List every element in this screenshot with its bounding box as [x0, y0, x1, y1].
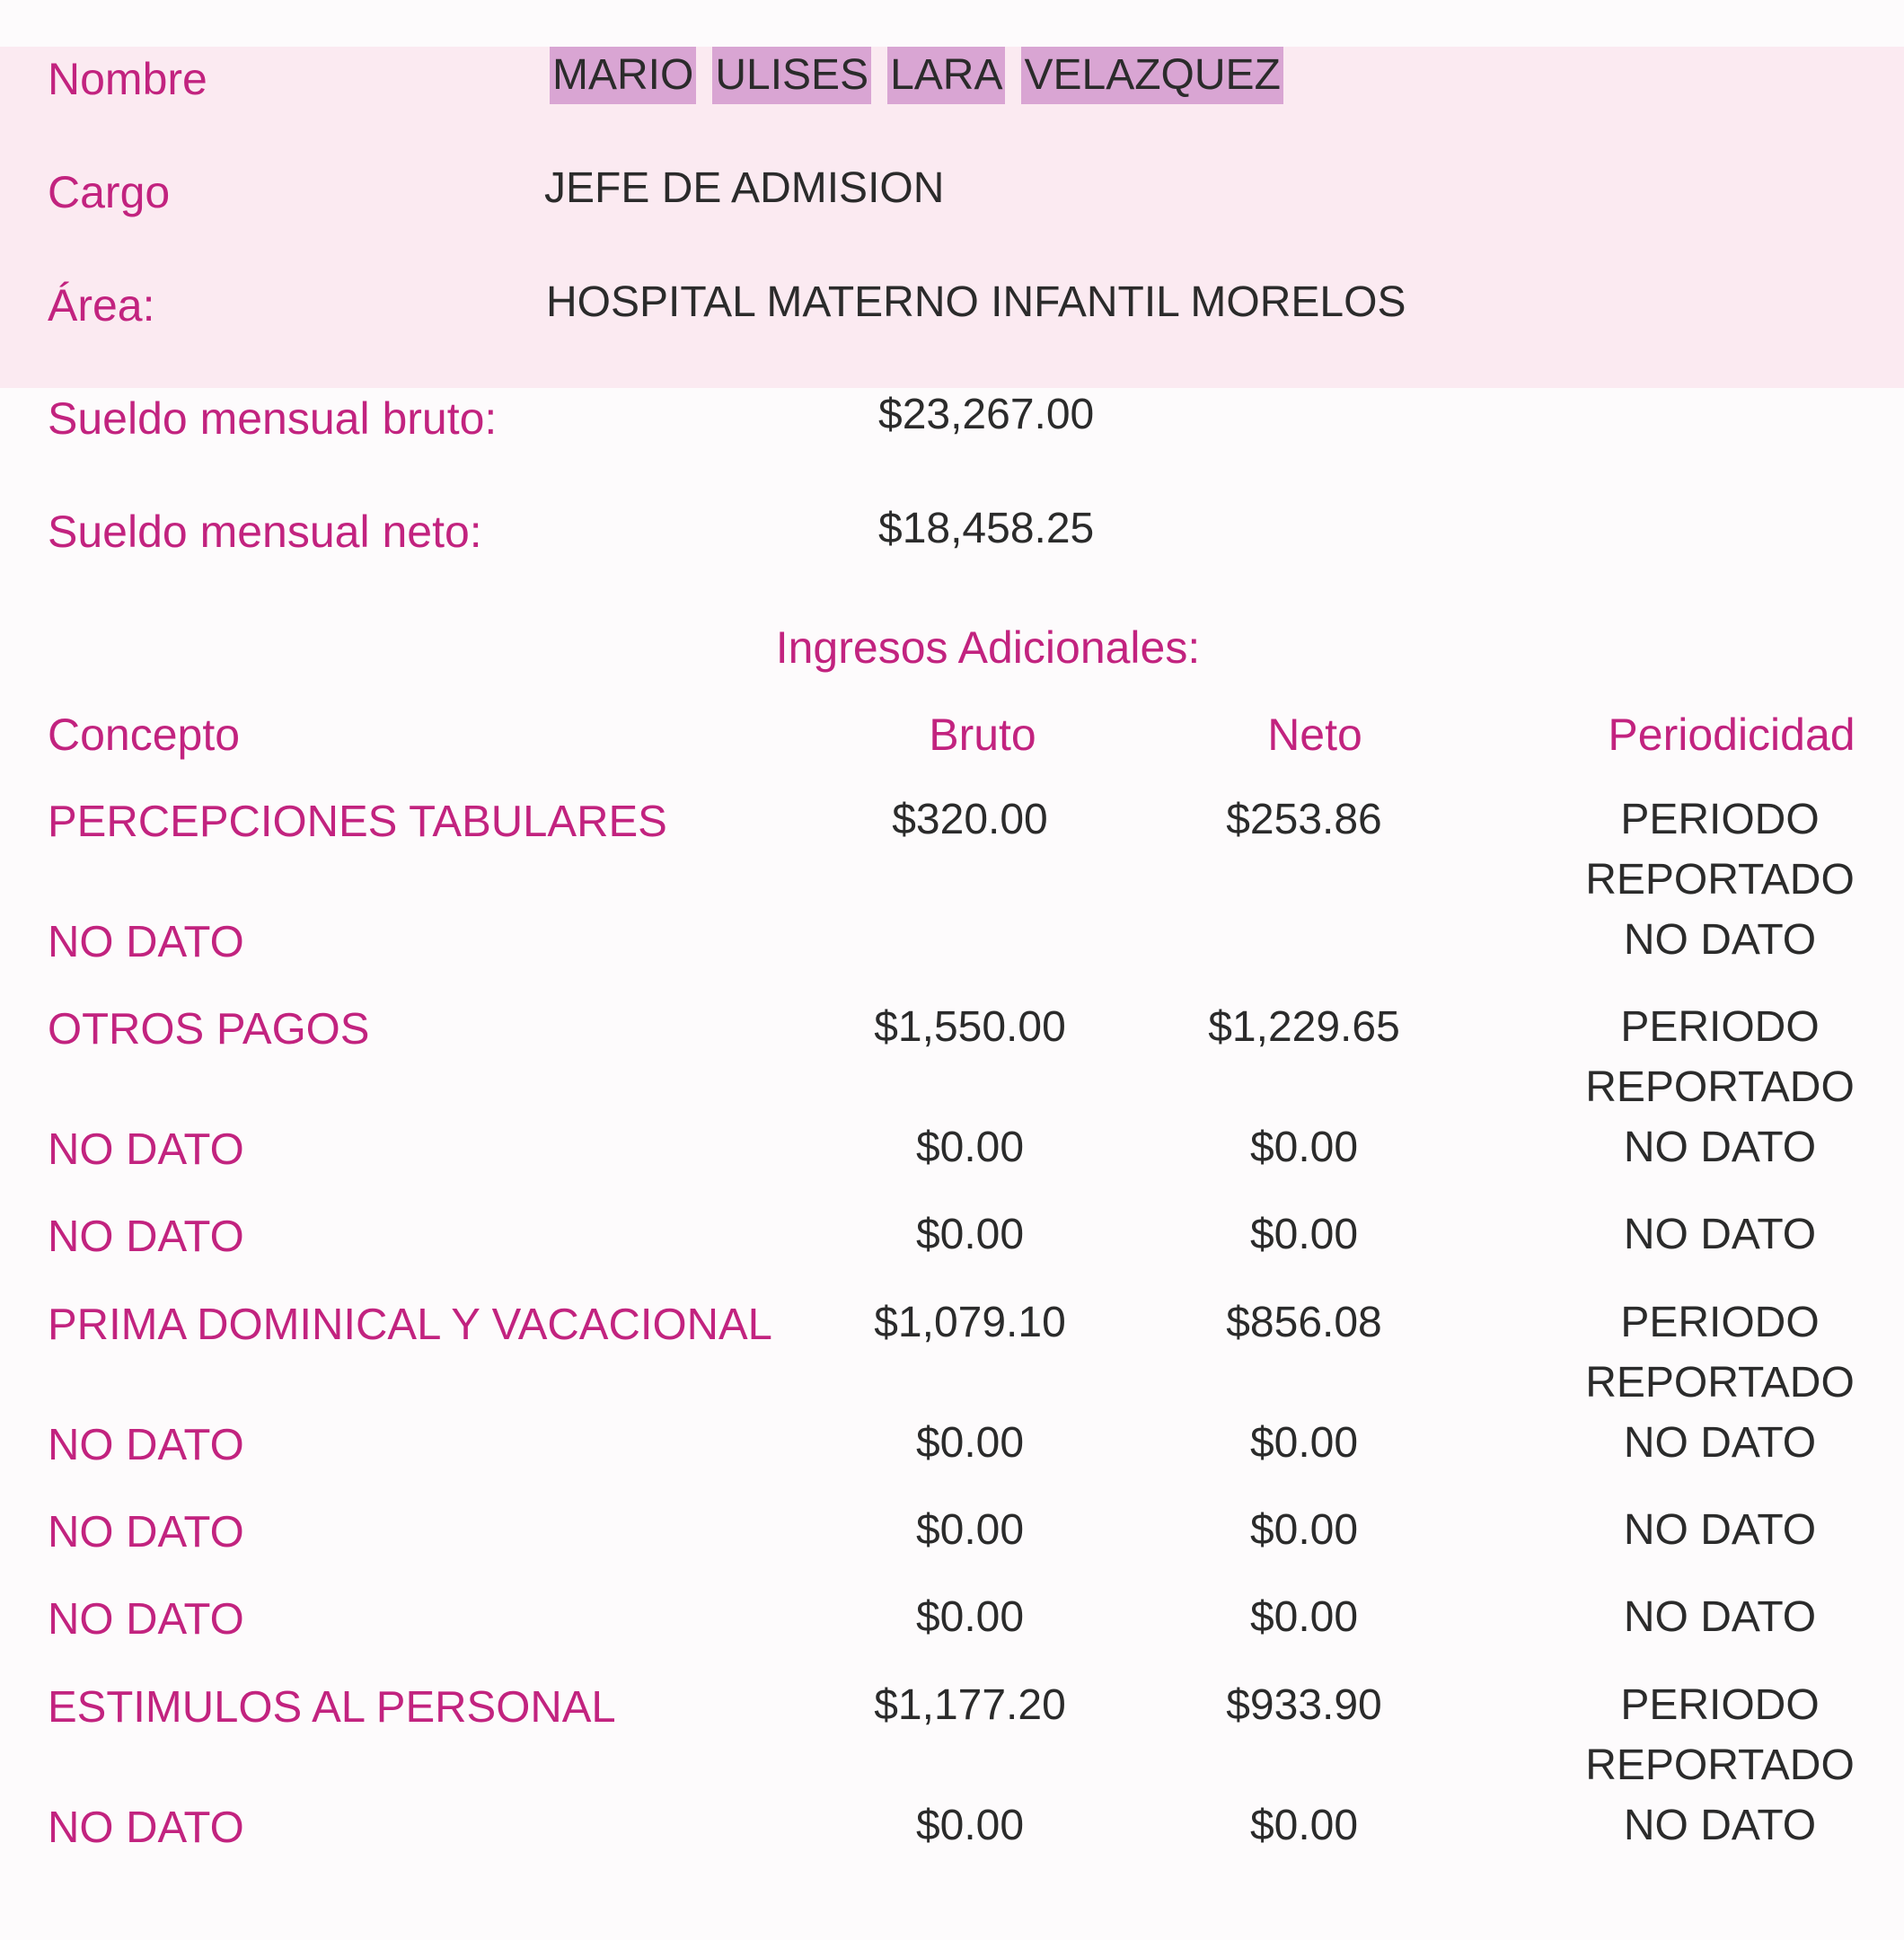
- concepto-cell: NO DATO: [48, 1125, 244, 1174]
- neto-cell: $0.00: [1249, 1211, 1359, 1258]
- periodicidad-cell: REPORTADO: [1585, 856, 1855, 904]
- periodicidad-cell: REPORTADO: [1585, 1063, 1855, 1111]
- concepto-cell: OTROS PAGOS: [48, 1005, 370, 1054]
- sueldo-bruto-label: Sueldo mensual bruto:: [48, 393, 498, 444]
- periodicidad-cell: NO DATO: [1623, 1802, 1817, 1849]
- column-header-bruto: Bruto: [929, 710, 1036, 760]
- bruto-cell: $0.00: [915, 1211, 1025, 1258]
- name-part: LARA: [887, 47, 1005, 104]
- employee-name: [550, 47, 1283, 104]
- column-header-concepto: Concepto: [48, 710, 241, 760]
- bruto-cell: $0.00: [915, 1124, 1025, 1171]
- periodicidad-cell: NO DATO: [1623, 1593, 1817, 1641]
- sueldo-neto-label: Sueldo mensual neto:: [48, 507, 482, 557]
- periodicidad-cell: NO DATO: [1623, 1419, 1817, 1467]
- periodicidad-cell: NO DATO: [1623, 1124, 1817, 1171]
- periodicidad-cell: NO DATO: [1623, 1211, 1817, 1258]
- neto-cell: $0.00: [1249, 1802, 1359, 1849]
- neto-cell: $0.00: [1249, 1419, 1359, 1467]
- concepto-cell: ESTIMULOS AL PERSONAL: [48, 1683, 616, 1732]
- periodicidad-cell: REPORTADO: [1585, 1742, 1855, 1789]
- periodicidad-cell: PERIODO: [1620, 796, 1820, 843]
- bruto-cell: $1,177.20: [874, 1681, 1066, 1729]
- concepto-cell: NO DATO: [48, 1212, 244, 1261]
- neto-cell: $933.90: [1226, 1681, 1382, 1729]
- sueldo-neto-value: $18,458.25: [878, 505, 1095, 552]
- column-header-neto: Neto: [1267, 710, 1362, 760]
- ingresos-adicionales-title: Ingresos Adicionales:: [775, 622, 1201, 673]
- bruto-cell: $0.00: [915, 1593, 1025, 1641]
- area-value: HOSPITAL MATERNO INFANTIL MORELOS: [546, 278, 1406, 326]
- bruto-cell: $0.00: [915, 1802, 1025, 1849]
- neto-cell: $0.00: [1249, 1506, 1359, 1554]
- periodicidad-cell: NO DATO: [1623, 916, 1817, 964]
- concepto-cell: NO DATO: [48, 1421, 244, 1469]
- cargo-value: JEFE DE ADMISION: [544, 164, 945, 212]
- neto-cell: $0.00: [1249, 1593, 1359, 1641]
- periodicidad-cell: REPORTADO: [1585, 1359, 1855, 1406]
- name-part: ULISES: [712, 47, 871, 104]
- periodicidad-cell: PERIODO: [1620, 1003, 1820, 1051]
- periodicidad-cell: PERIODO: [1620, 1299, 1820, 1346]
- concepto-cell: PERCEPCIONES TABULARES: [48, 798, 667, 846]
- neto-cell: $856.08: [1226, 1299, 1382, 1346]
- bruto-cell: $0.00: [915, 1506, 1025, 1554]
- nombre-label: Nombre: [48, 54, 207, 104]
- concepto-cell: NO DATO: [48, 918, 244, 966]
- neto-cell: $1,229.65: [1208, 1003, 1400, 1051]
- periodicidad-cell: NO DATO: [1623, 1506, 1817, 1554]
- bruto-cell: $320.00: [892, 796, 1048, 843]
- bruto-cell: $1,550.00: [874, 1003, 1066, 1051]
- name-part: VELAZQUEZ: [1021, 47, 1283, 104]
- name-part: MARIO: [550, 47, 696, 104]
- bruto-cell: $1,079.10: [874, 1299, 1066, 1346]
- periodicidad-cell: PERIODO: [1620, 1681, 1820, 1729]
- cargo-label: Cargo: [48, 167, 171, 217]
- concepto-cell: NO DATO: [48, 1595, 244, 1644]
- column-header-periodicidad: Periodicidad: [1608, 710, 1856, 760]
- bruto-cell: $0.00: [915, 1419, 1025, 1467]
- concepto-cell: NO DATO: [48, 1803, 244, 1852]
- concepto-cell: NO DATO: [48, 1508, 244, 1556]
- concepto-cell: PRIMA DOMINICAL Y VACACIONAL: [48, 1301, 772, 1349]
- neto-cell: $253.86: [1226, 796, 1382, 843]
- neto-cell: $0.00: [1249, 1124, 1359, 1171]
- area-label: Área:: [48, 280, 155, 331]
- sueldo-bruto-value: $23,267.00: [878, 391, 1095, 438]
